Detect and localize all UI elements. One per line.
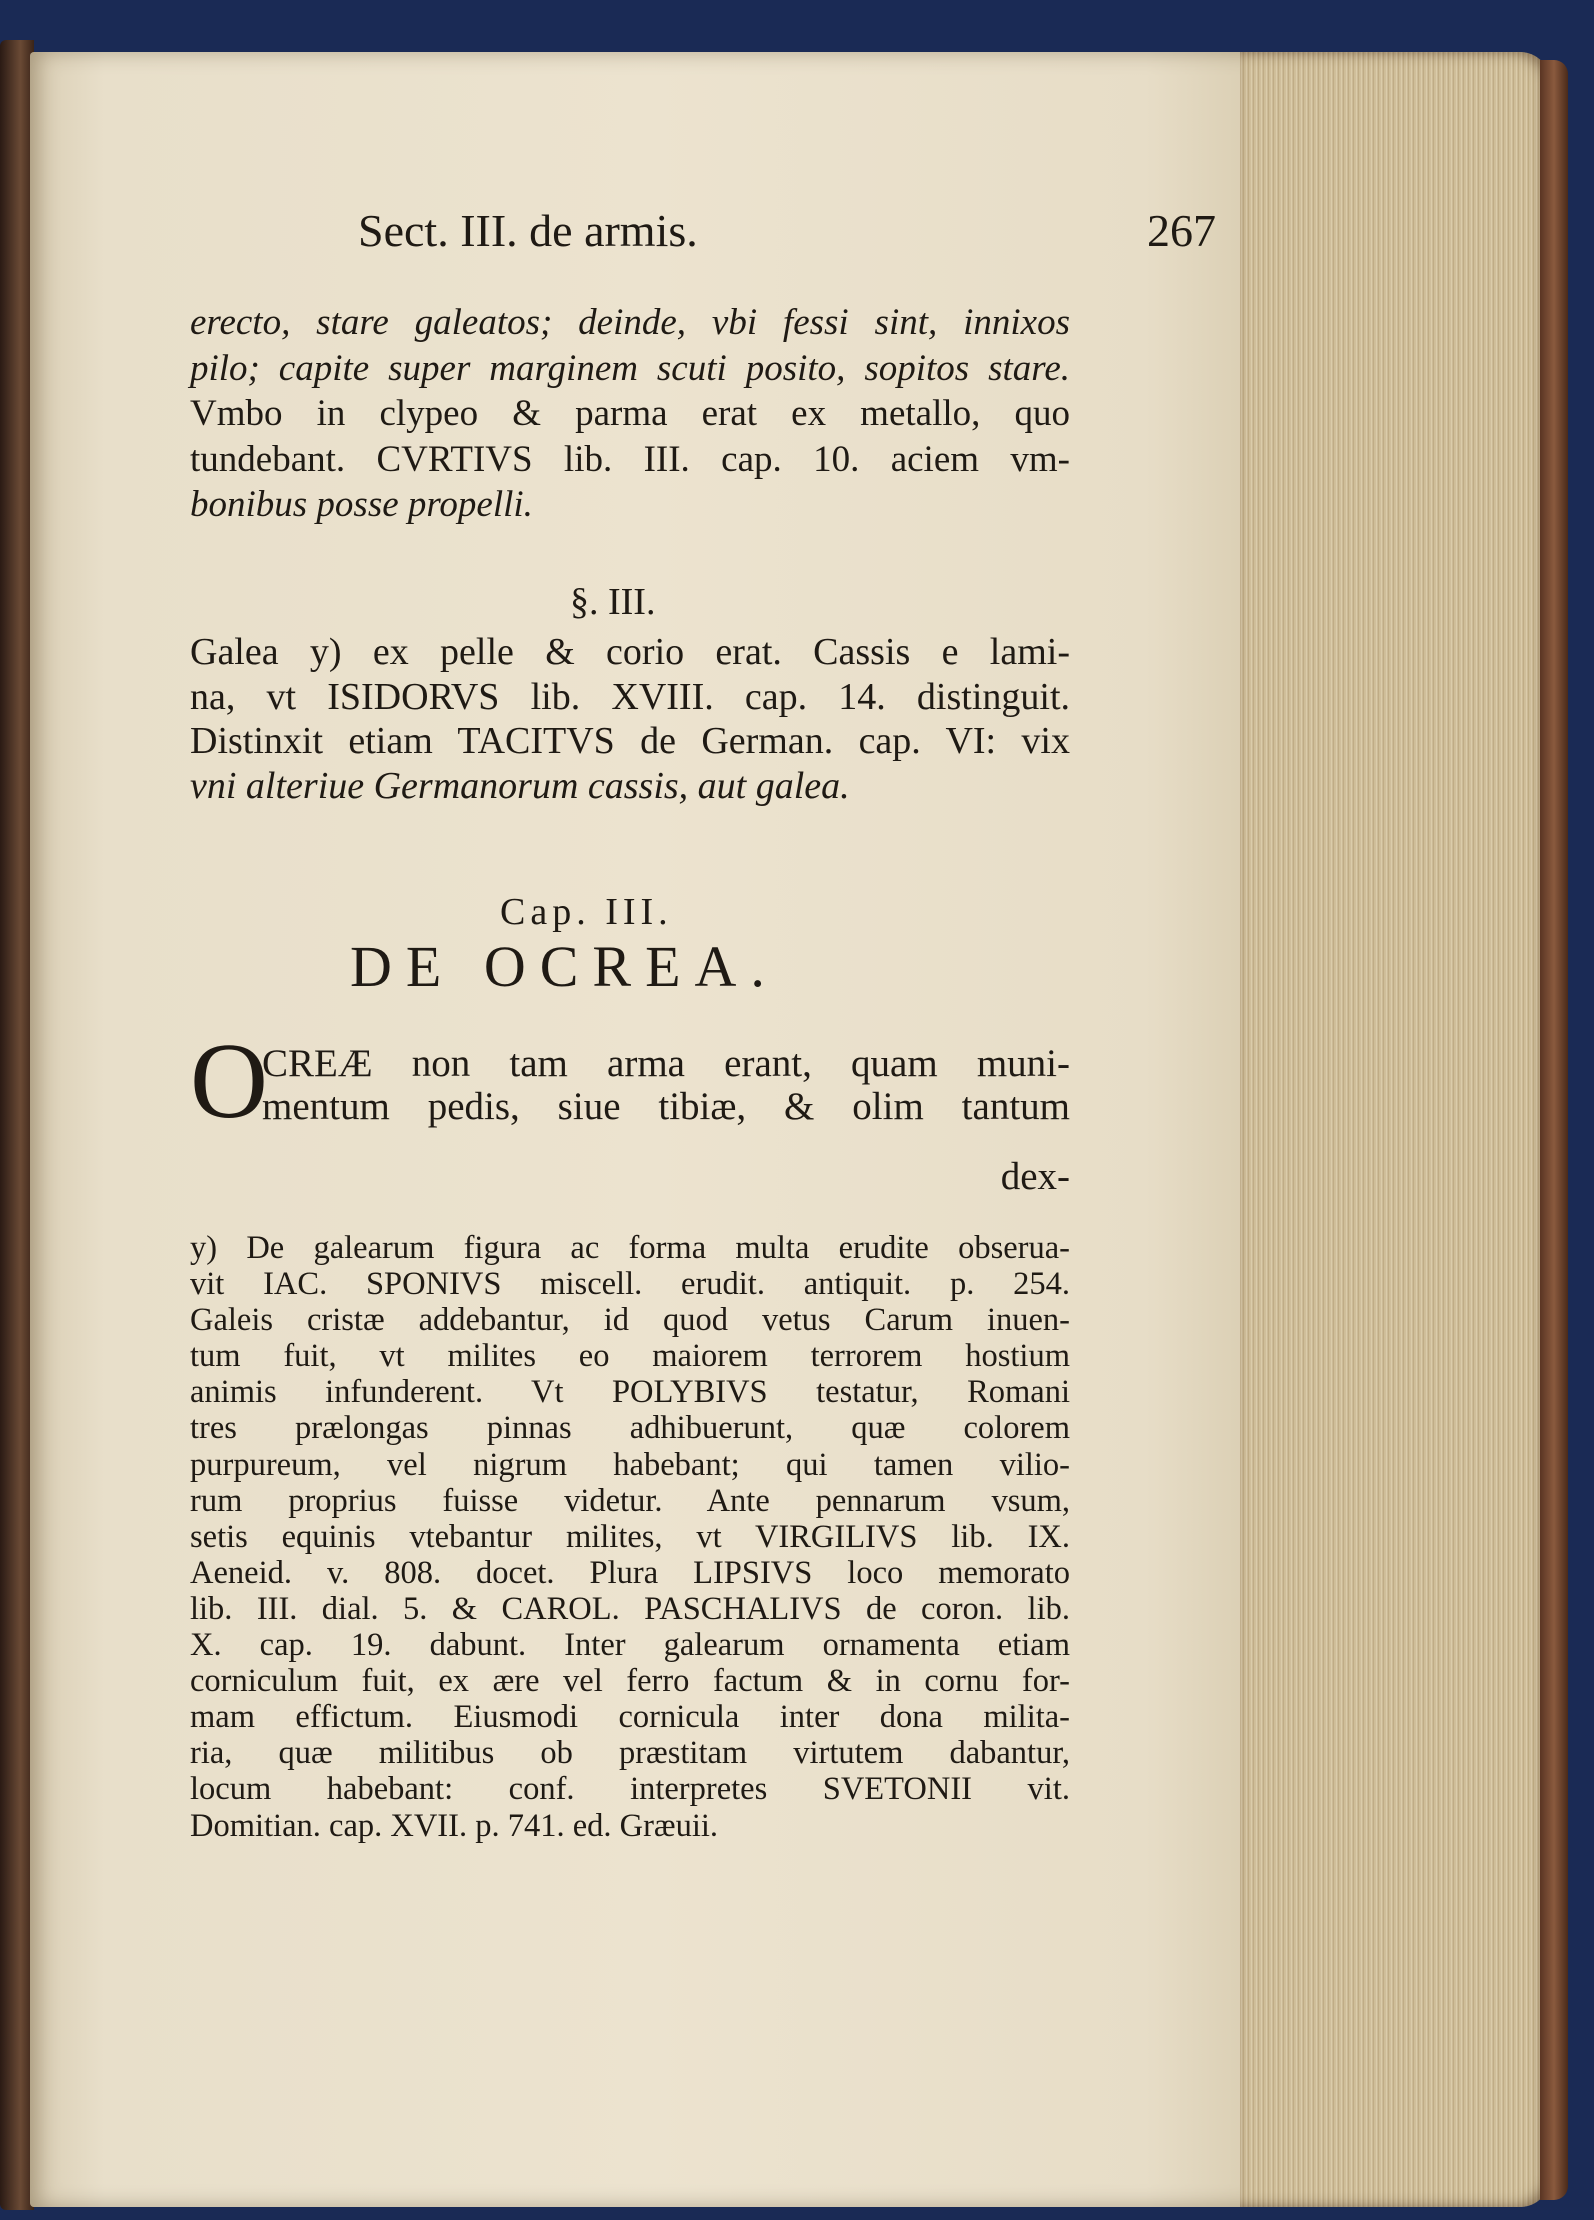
- footnote-line: locum habebant: conf. interpretes SVETONII vit.: [190, 1771, 1070, 1808]
- footnote-line: Aeneid. v. 808. docet. Plura LIPSIVS loco memorato: [190, 1554, 1070, 1591]
- paragraph-1: [190, 300, 1070, 528]
- footnote-line: animis infunderent. Vt POLYBIVS testatur, Romani: [190, 1374, 1070, 1411]
- book-cover: [1540, 60, 1568, 2200]
- text-line: CREÆ non tam arma erant, quam muni-: [262, 1042, 1070, 1085]
- page-number: 267: [1147, 205, 1216, 256]
- footnote-line: ria, quæ militibus ob præstitam virtutem dabantur,: [190, 1735, 1070, 1772]
- text-line: Distinxit etiam TACITVS de German. cap. VI: vix: [190, 720, 1070, 762]
- paragraph-3: [262, 1042, 1070, 1128]
- page-edges: [1240, 52, 1550, 2207]
- running-title: Sect. III. de armis.: [358, 205, 698, 256]
- text-line: Galea y) ex pelle & corio erat. Cassis e lami-: [190, 631, 1070, 673]
- text-line: tundebant. CVRTIVS lib. III. cap. 10. aciem vm-: [190, 438, 1070, 480]
- text-line: Vmbo in clypeo & parma erat ex metallo, quo: [190, 393, 1070, 434]
- text-line: pilo; capite super marginem scuti posito, sopitos stare.: [190, 347, 1070, 389]
- footnote-line: vit IAC. SPONIVS miscell. erudit. antiquit. p. 254.: [190, 1266, 1070, 1303]
- chapter-label: Cap. III.: [500, 891, 673, 933]
- chapter-title: DE OCREA.: [350, 934, 779, 999]
- footnote-line: tum fuit, vt milites eo maiorem terrorem hostium: [190, 1338, 1070, 1375]
- paragraph-2: [190, 630, 1070, 808]
- book-page: [30, 52, 1270, 2207]
- drop-cap: O: [190, 1022, 268, 1141]
- footnote-line: rum proprius fuisse videtur. Ante pennarum vsum,: [190, 1482, 1070, 1519]
- footnote-line: purpureum, vel nigrum habebant; qui tamen vilio-: [190, 1446, 1070, 1483]
- page-header: [358, 205, 1216, 256]
- book-spine: [0, 40, 34, 2210]
- footnote-line: mam effictum. Eiusmodi cornicula inter dona milita-: [190, 1699, 1070, 1736]
- footnote-line: tres prælongas pinnas adhibuerunt, quæ colorem: [190, 1410, 1070, 1447]
- footnote-line: corniculum fuit, ex ære vel ferro factum & in cornu for-: [190, 1663, 1070, 1700]
- catchword: dex-: [1000, 1155, 1070, 1198]
- footnote: [190, 1230, 1070, 1844]
- footnote-line: Galeis cristæ addebantur, id quod vetus Carum inuen-: [190, 1302, 1070, 1339]
- text-line: erecto, stare galeatos; deinde, vbi fessi sint, innixos: [190, 302, 1070, 343]
- footnote-line: lib. III. dial. 5. & CAROL. PASCHALIVS de coron. lib.: [190, 1590, 1070, 1627]
- text-line: mentum pedis, siue tibiæ, & olim tantum: [262, 1085, 1070, 1128]
- footnote-line: Domitian. cap. XVII. p. 741. ed. Græuii.: [190, 1807, 719, 1844]
- footnote-line: y) De galearum figura ac forma multa erudite obserua-: [190, 1230, 1070, 1266]
- text-line: bonibus posse propelli.: [190, 484, 533, 525]
- footnote-line: setis equinis vtebantur milites, vt VIRGILIVS lib. IX.: [190, 1518, 1070, 1555]
- text-line: vni alteriue Germanorum cassis, aut galea.: [190, 764, 850, 807]
- section-heading: §. III.: [570, 581, 656, 623]
- footnote-line: X. cap. 19. dabunt. Inter galearum ornamenta etiam: [190, 1627, 1070, 1664]
- text-line: na, vt ISIDORVS lib. XVIII. cap. 14. distinguit.: [190, 675, 1070, 718]
